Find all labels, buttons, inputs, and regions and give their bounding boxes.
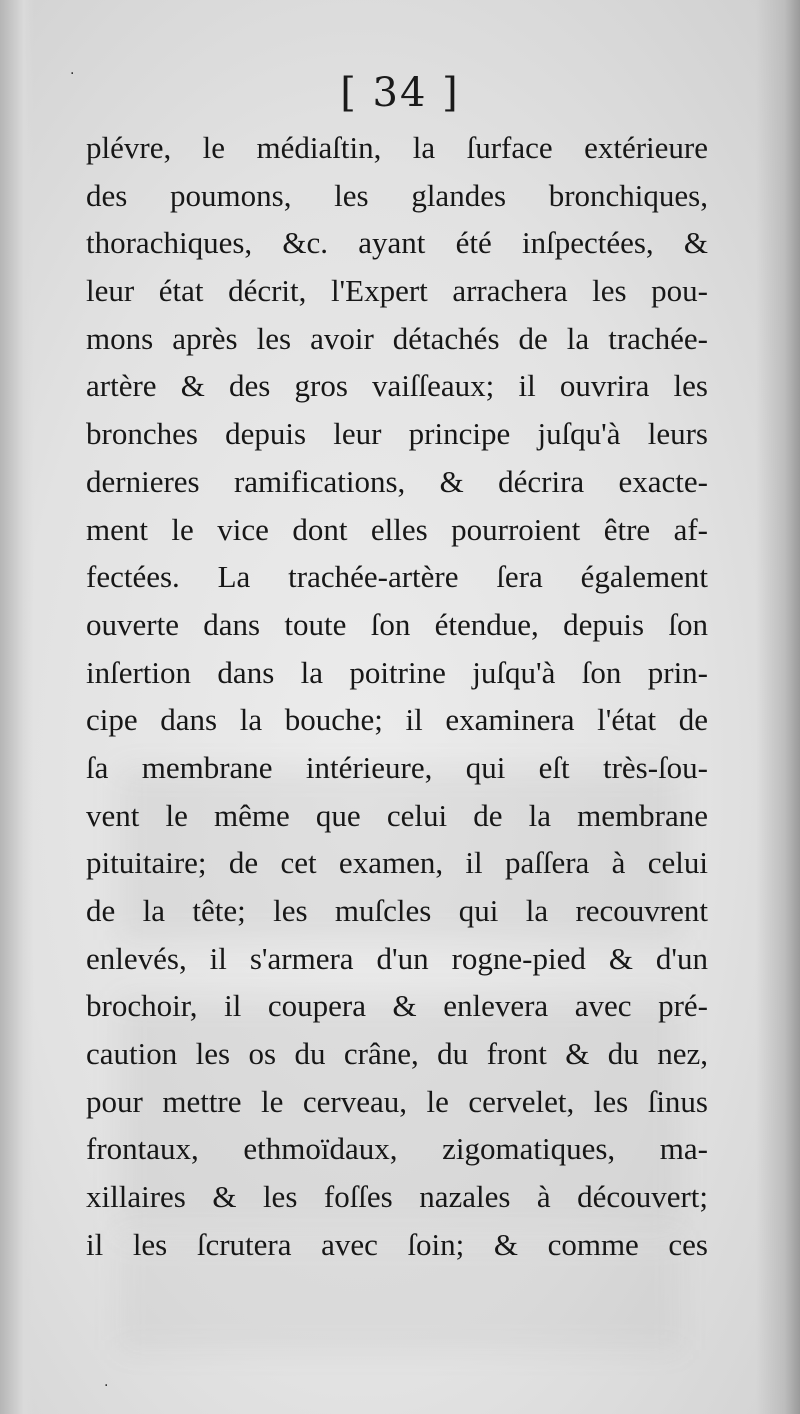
page-number: [ 34 ] — [340, 70, 460, 116]
text-line: pituitaire; de cet examen, il paſſera à celui — [86, 845, 708, 881]
text-line: enlevés, il s'armera d'un rogne-pied & d'un — [86, 940, 708, 976]
body-text — [86, 124, 708, 1269]
ink-speck: · — [70, 66, 75, 82]
text-line: plévre, le médiaſtin, la ſurface extérieure — [86, 130, 708, 165]
text-line: xillaires & les foſſes nazales à découvert; — [86, 1179, 708, 1215]
text-line: ouverte dans toute ſon étendue, depuis ſon — [86, 606, 708, 642]
text-line: il les ſcrutera avec ſoin; & comme ces — [86, 1226, 708, 1262]
text-line: artère & des gros vaiſſeaux; il ouvrira les — [86, 368, 708, 404]
text-line: cipe dans la bouche; il examinera l'état de — [86, 702, 708, 738]
text-line: dernieres ramifications, & décrira exacte- — [86, 463, 708, 499]
page-left-shadow — [0, 0, 34, 1414]
text-line: mons après les avoir détachés de la trachée- — [86, 320, 708, 356]
text-line: de la tête; les muſcles qui la recouvrent — [86, 893, 708, 928]
text-line: fectées. La trachée-artère ſera également — [86, 559, 708, 595]
text-line: leur état décrit, l'Expert arrachera les pou- — [86, 273, 708, 309]
text-line: caution les os du crâne, du front & du nez, — [86, 1036, 708, 1072]
text-line: inſertion dans la poitrine juſqu'à ſon prin- — [86, 654, 708, 690]
text-line: ment le vice dont elles pourroient être af- — [86, 511, 708, 547]
text-line: pour mettre le cerveau, le cervelet, les ſinus — [86, 1083, 708, 1119]
text-line: bronches depuis leur principe juſqu'à leurs — [86, 416, 708, 452]
text-line: thorachiques, &c. ayant été inſpectées, & — [86, 225, 708, 261]
text-line: des poumons, les glandes bronchiques, — [86, 177, 708, 213]
text-line: frontaux, ethmoïdaux, zigomatiques, ma- — [86, 1131, 708, 1167]
text-line: vent le même que celui de la membrane — [86, 797, 708, 833]
ink-speck: · — [104, 1378, 109, 1394]
page-right-shadow — [756, 0, 800, 1414]
text-line: brochoir, il coupera & enlevera avec pré- — [86, 988, 708, 1024]
text-line: ſa membrane intérieure, qui eſt très-ſou- — [86, 749, 708, 785]
